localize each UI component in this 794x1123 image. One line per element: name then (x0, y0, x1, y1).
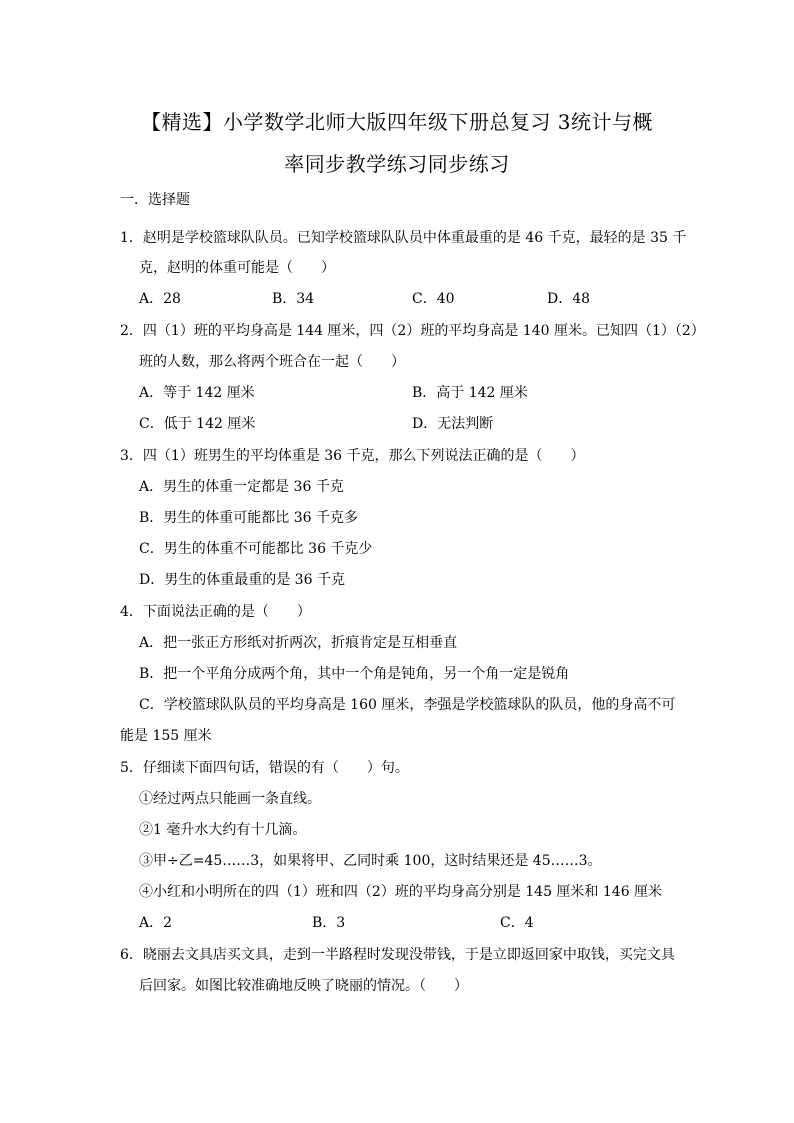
q4-option-b: B．把一个平角分成两个角，其中一个角是钝角，另一个角一定是锐角 (139, 666, 570, 682)
q5-option-b: B．3 (312, 915, 346, 931)
q2-stem-line2: 班的人数，那么将两个班合在一起（ ） (139, 354, 405, 370)
q5-statement-2: ②1 毫升水大约有十几滴。 (139, 822, 307, 838)
q3-option-a: A．男生的体重一定都是 36 千克 (139, 479, 344, 495)
section-heading: 一．选择题 (120, 192, 190, 208)
q1-option-d: D．48 (547, 291, 591, 307)
q3-option-c: C．男生的体重不可能都比 36 千克少 (139, 541, 373, 557)
q1-option-c: C．40 (412, 291, 455, 307)
q6-stem-line1: 6．晓丽去文具店买文具，走到一半路程时发现没带钱，于是立即返回家中取钱，买完文具 (120, 947, 675, 963)
q1-stem-line1: 1．赵明是学校篮球队队员。已知学校篮球队队员中体重最重的是 46 千克，最轻的是 35 千 (120, 230, 687, 246)
q1-option-b: B．34 (272, 291, 315, 307)
q5-statement-4: ④小红和小明所在的四（1）班和四（2）班的平均身高分别是 145 厘米和 146 厘米 (139, 884, 663, 900)
q5-option-a: A．2 (139, 915, 173, 931)
q4-option-a: A．把一张正方形纸对折两次，折痕肯定是互相垂直 (139, 635, 458, 651)
q1-option-a: A．28 (139, 291, 181, 307)
q5-option-c: C．4 (500, 915, 534, 931)
q2-option-c: C．低于 142 厘米 (139, 416, 256, 432)
doc-title-line1: 【精选】小学数学北师大版四年级下册总复习 3统计与概 (140, 110, 654, 134)
q4-option-c-line1: C．学校篮球队队员的平均身高是 160 厘米，李强是学校篮球队的队员，他的身高不可 (139, 697, 676, 713)
q3-stem-line1: 3．四（1）班男生的平均体重是 36 千克，那么下列说法正确的是（ ） (120, 448, 585, 464)
q3-option-b: B．男生的体重可能都比 36 千克多 (139, 510, 359, 526)
q5-stem-line1: 5．仔细读下面四句话，错误的有（ ）句。 (120, 760, 409, 776)
q4-option-c-line2: 能是 155 厘米 (120, 728, 212, 744)
q2-option-d: D．无法判断 (412, 416, 494, 432)
q3-option-d: D．男生的体重最重的是 36 千克 (139, 572, 345, 588)
q6-stem-line2: 后回家。如图比较准确地反映了晓丽的情况。（ ） (139, 978, 468, 994)
q2-stem-line1: 2．四（1）班的平均身高是 144 厘米，四（2）班的平均身高是 140 厘米。已知四（1）（2） (120, 323, 705, 339)
q1-stem-line2: 克，赵明的体重可能是（ ） (139, 260, 335, 276)
q4-stem-line1: 4．下面说法正确的是（ ） (120, 604, 311, 620)
q2-option-a: A．等于 142 厘米 (139, 385, 255, 401)
q5-statement-1: ①经过两点只能画一条直线。 (139, 791, 321, 807)
q5-statement-3: ③甲÷乙=45……3，如果将甲、乙同时乘 100，这时结果还是 45……3。 (139, 853, 602, 869)
q2-option-b: B．高于 142 厘米 (412, 385, 528, 401)
doc-title-line2: 率同步教学练习同步练习 (284, 152, 510, 176)
